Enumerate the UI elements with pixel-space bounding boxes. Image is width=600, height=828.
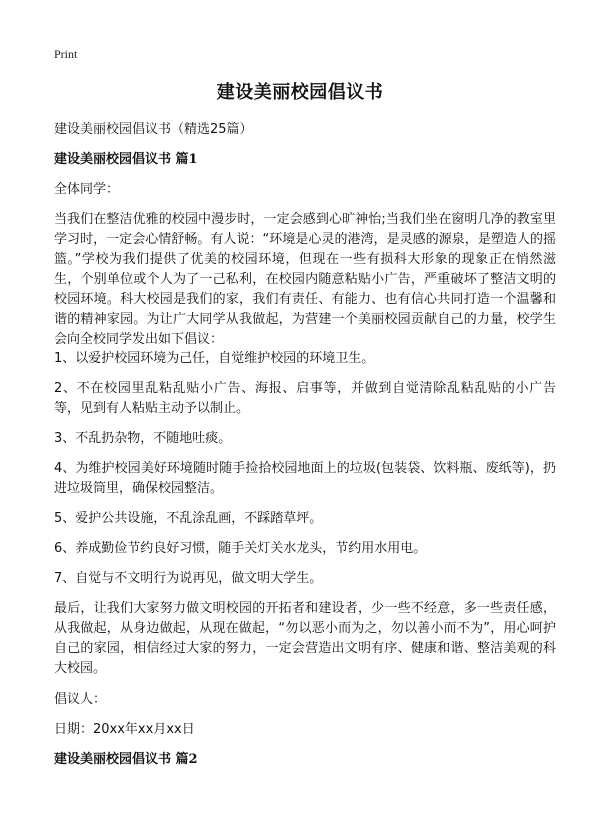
salutation: 全体同学：: [54, 182, 120, 197]
list-item: 1、以爱护校园环境为己任，自觉维护校园的环境卫生。: [54, 351, 375, 366]
list-item: 7、自觉与不文明行为说再见，做文明大学生。: [54, 571, 323, 586]
section-heading-1: 建设美丽校园倡议书 篇1: [54, 152, 198, 167]
print-label[interactable]: Print: [54, 47, 78, 61]
closing-paragraph: 最后，让我们大家努力做文明校园的开拓者和建设者，少一些不经意，多一些责任感，从我做起，从身边做起，从现在做起，“勿以恶小而为之，勿以善小而不为”，用心呵护自己的家园，相信经过大家的努力，一定会营造出文明有序、健康和谐、整洁美观的科大校园。: [54, 601, 556, 676]
list-item: 6、养成勤俭节约良好习惯，随手关灯关水龙头，节约用水用电。: [54, 541, 427, 556]
list-item: 5、爱护公共设施，不乱涂乱画，不踩踏草坪。: [54, 511, 323, 526]
section-heading-2: 建设美丽校园倡议书 篇2: [54, 752, 198, 767]
list-item: 4、为维护校园美好环境随时随手捡拾校园地面上的垃圾(包装袋、饮料瓶、废纸等)，扔进垃圾筒里，确保校园整洁。: [54, 461, 556, 496]
document-title: 建设美丽校园倡议书: [216, 82, 384, 103]
list-item: 3、不乱扔杂物，不随地吐痰。: [54, 431, 232, 446]
list-item: 2、不在校园里乱粘乱贴小广告、海报、启事等，并做到自觉清除乱粘乱贴的小广告等，见到有人粘贴主动予以制止。: [54, 381, 556, 416]
intro-paragraph: 当我们在整洁优雅的校园中漫步时，一定会感到心旷神怡;当我们坐在窗明几净的教室里学习时，一定会心情舒畅。有人说：“环境是心灵的港湾，是灵感的源泉，是塑造人的摇篮。”学校为我们提供了优美的校园环境，但现在一些有损科大形象的现象正在悄然滋生，个别单位或个人为了一己私利，在校园内随意粘贴小广告，严重破坏了整洁文明的校园环境。科大校园是我们的家，我们有责任、有能力、也有信心共同打造一个温馨和谐的精神家园。为让广大同学从我做起，为营建一个美丽校园贡献自己的力量，校学生会向全校同学发出如下倡议：: [54, 212, 556, 347]
document-subtitle: 建设美丽校园倡议书（精选25篇）: [54, 122, 253, 137]
signer-label: 倡议人：: [54, 692, 107, 707]
date-label: 日期：20xx年xx月xx日: [54, 722, 195, 737]
